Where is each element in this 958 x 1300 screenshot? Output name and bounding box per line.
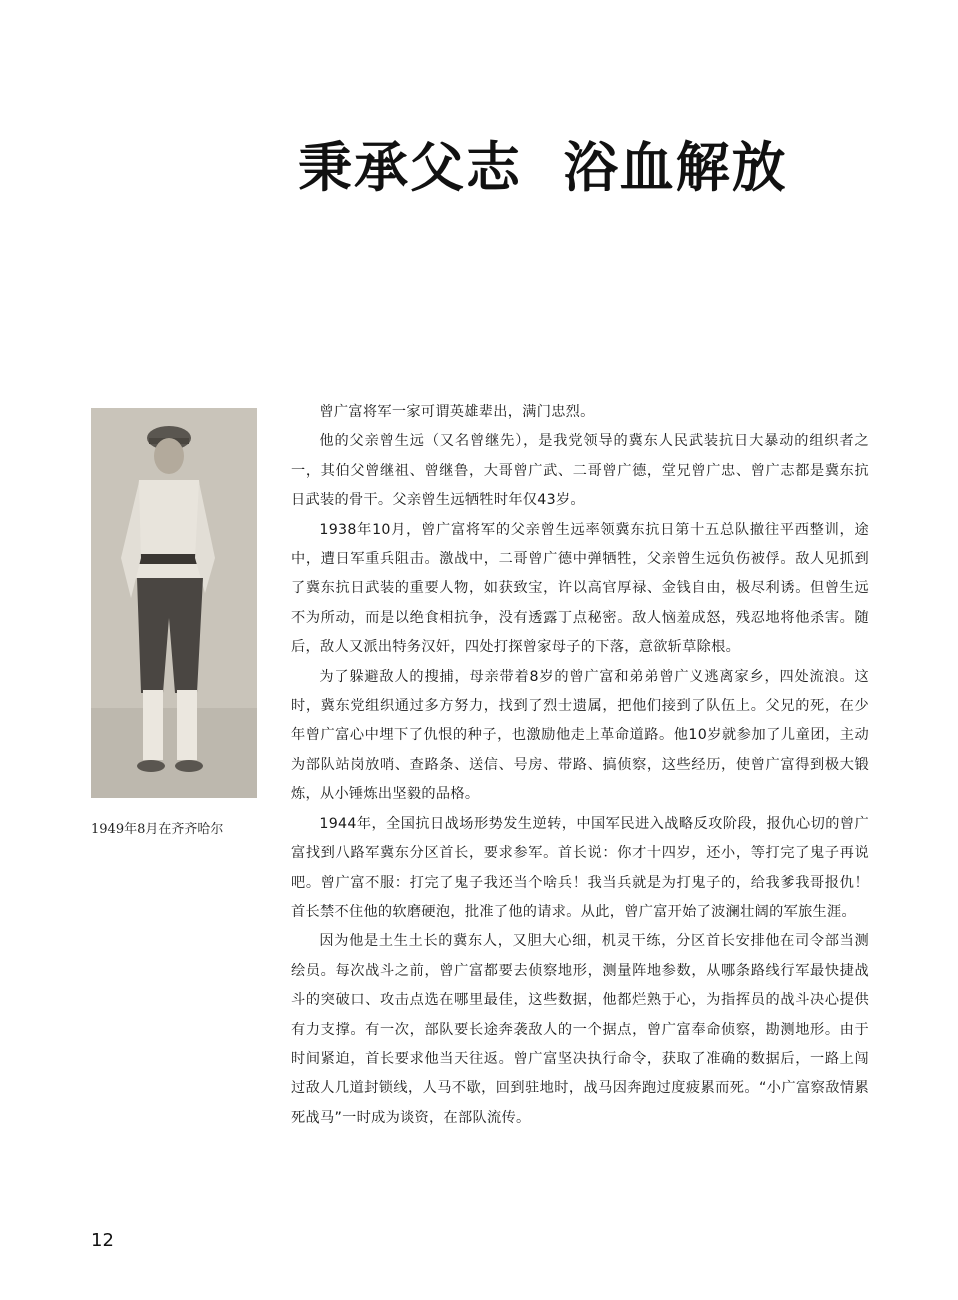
- paragraph: 1938年10月，曾广富将军的父亲曾生远率领冀东抗日第十五总队撤往平西整训，途中，遭日军重兵阻击。激战中，二哥曾广德中弹牺牲，父亲曾生远负伤被俘。敌人见抓到了冀东抗日武装的重要人物，如获致宝，许以高官厚禄、金钱自由，极尽利诱。但曾生远不为所动，而是以绝食相抗争，没有透露丁点秘密。敌人恼羞成怒，残忍地将他杀害。随后，敌人又派出特务汉奸，四处打探曾家母子的下落，意欲斩草除根。: [291, 521, 869, 656]
- paragraph: 他的父亲曾生远（又名曾继先），是我党领导的冀东人民武装抗日大暴动的组织者之一，其伯父曾继祖、曾继鲁，大哥曾广武、二哥曾广德，堂兄曾广忠、曾广志都是冀东抗日武装的骨干。父亲曾生远牺牲时年仅43岁。: [291, 433, 869, 509]
- page-title: 秉承父志 浴血解放: [298, 136, 788, 199]
- article-body: [291, 398, 869, 1133]
- photo-caption: 1949年8月在齐齐哈尔: [91, 822, 224, 837]
- page-number: 12: [91, 1230, 114, 1251]
- paragraph: 因为他是土生土长的冀东人，又胆大心细，机灵干练，分区首长安排他在司令部当测绘员。每次战斗之前，曾广富都要去侦察地形，测量阵地参数，从哪条路线行军最快捷战斗的突破口、攻击点选在哪里最佳，这些数据，他都烂熟于心，为指挥员的战斗决心提供有力支撑。有一次，部队要长途奔袭敌人的一个据点，曾广富奉命侦察，勘测地形。由于时间紧迫，首长要求他当天往返。曾广富坚决执行命令，获取了准确的数据后，一路上闯过敌人几道封锁线，人马不歇，回到驻地时，战马因奔跑过度疲累而死。“小广富察敌情累死战马”一时成为谈资，在部队流传。: [291, 933, 869, 1126]
- soldier-portrait-image: [91, 408, 257, 798]
- paragraph: 曾广富将军一家可谓英雄辈出，满门忠烈。: [319, 404, 595, 420]
- paragraph: 为了躲避敌人的搜捕，母亲带着8岁的曾广富和弟弟曾广义逃离家乡，四处流浪。这时，冀东党组织通过多方努力，找到了烈士遗属，把他们接到了队伍上。父兄的死，在少年曾广富心中埋下了仇恨的种子，也激励他走上革命道路。他10岁就参加了儿童团，主动为部队站岗放哨、查路条、送信、号房、带路、搞侦察，这些经历，使曾广富得到极大锻炼，从小锤炼出坚毅的品格。: [291, 668, 869, 803]
- paragraph: 1944年，全国抗日战场形势发生逆转，中国军民进入战略反攻阶段，报仇心切的曾广富找到八路军冀东分区首长，要求参军。首长说：你才十四岁，还小，等打完了鬼子再说吧。曾广富不服：打完了鬼子我还当个啥兵！我当兵就是为打鬼子的，给我爹我哥报仇！首长禁不住他的软磨硬泡，批准了他的请求。从此，曾广富开始了波澜壮阔的军旅生涯。: [291, 815, 869, 920]
- portrait-photo: [91, 408, 257, 798]
